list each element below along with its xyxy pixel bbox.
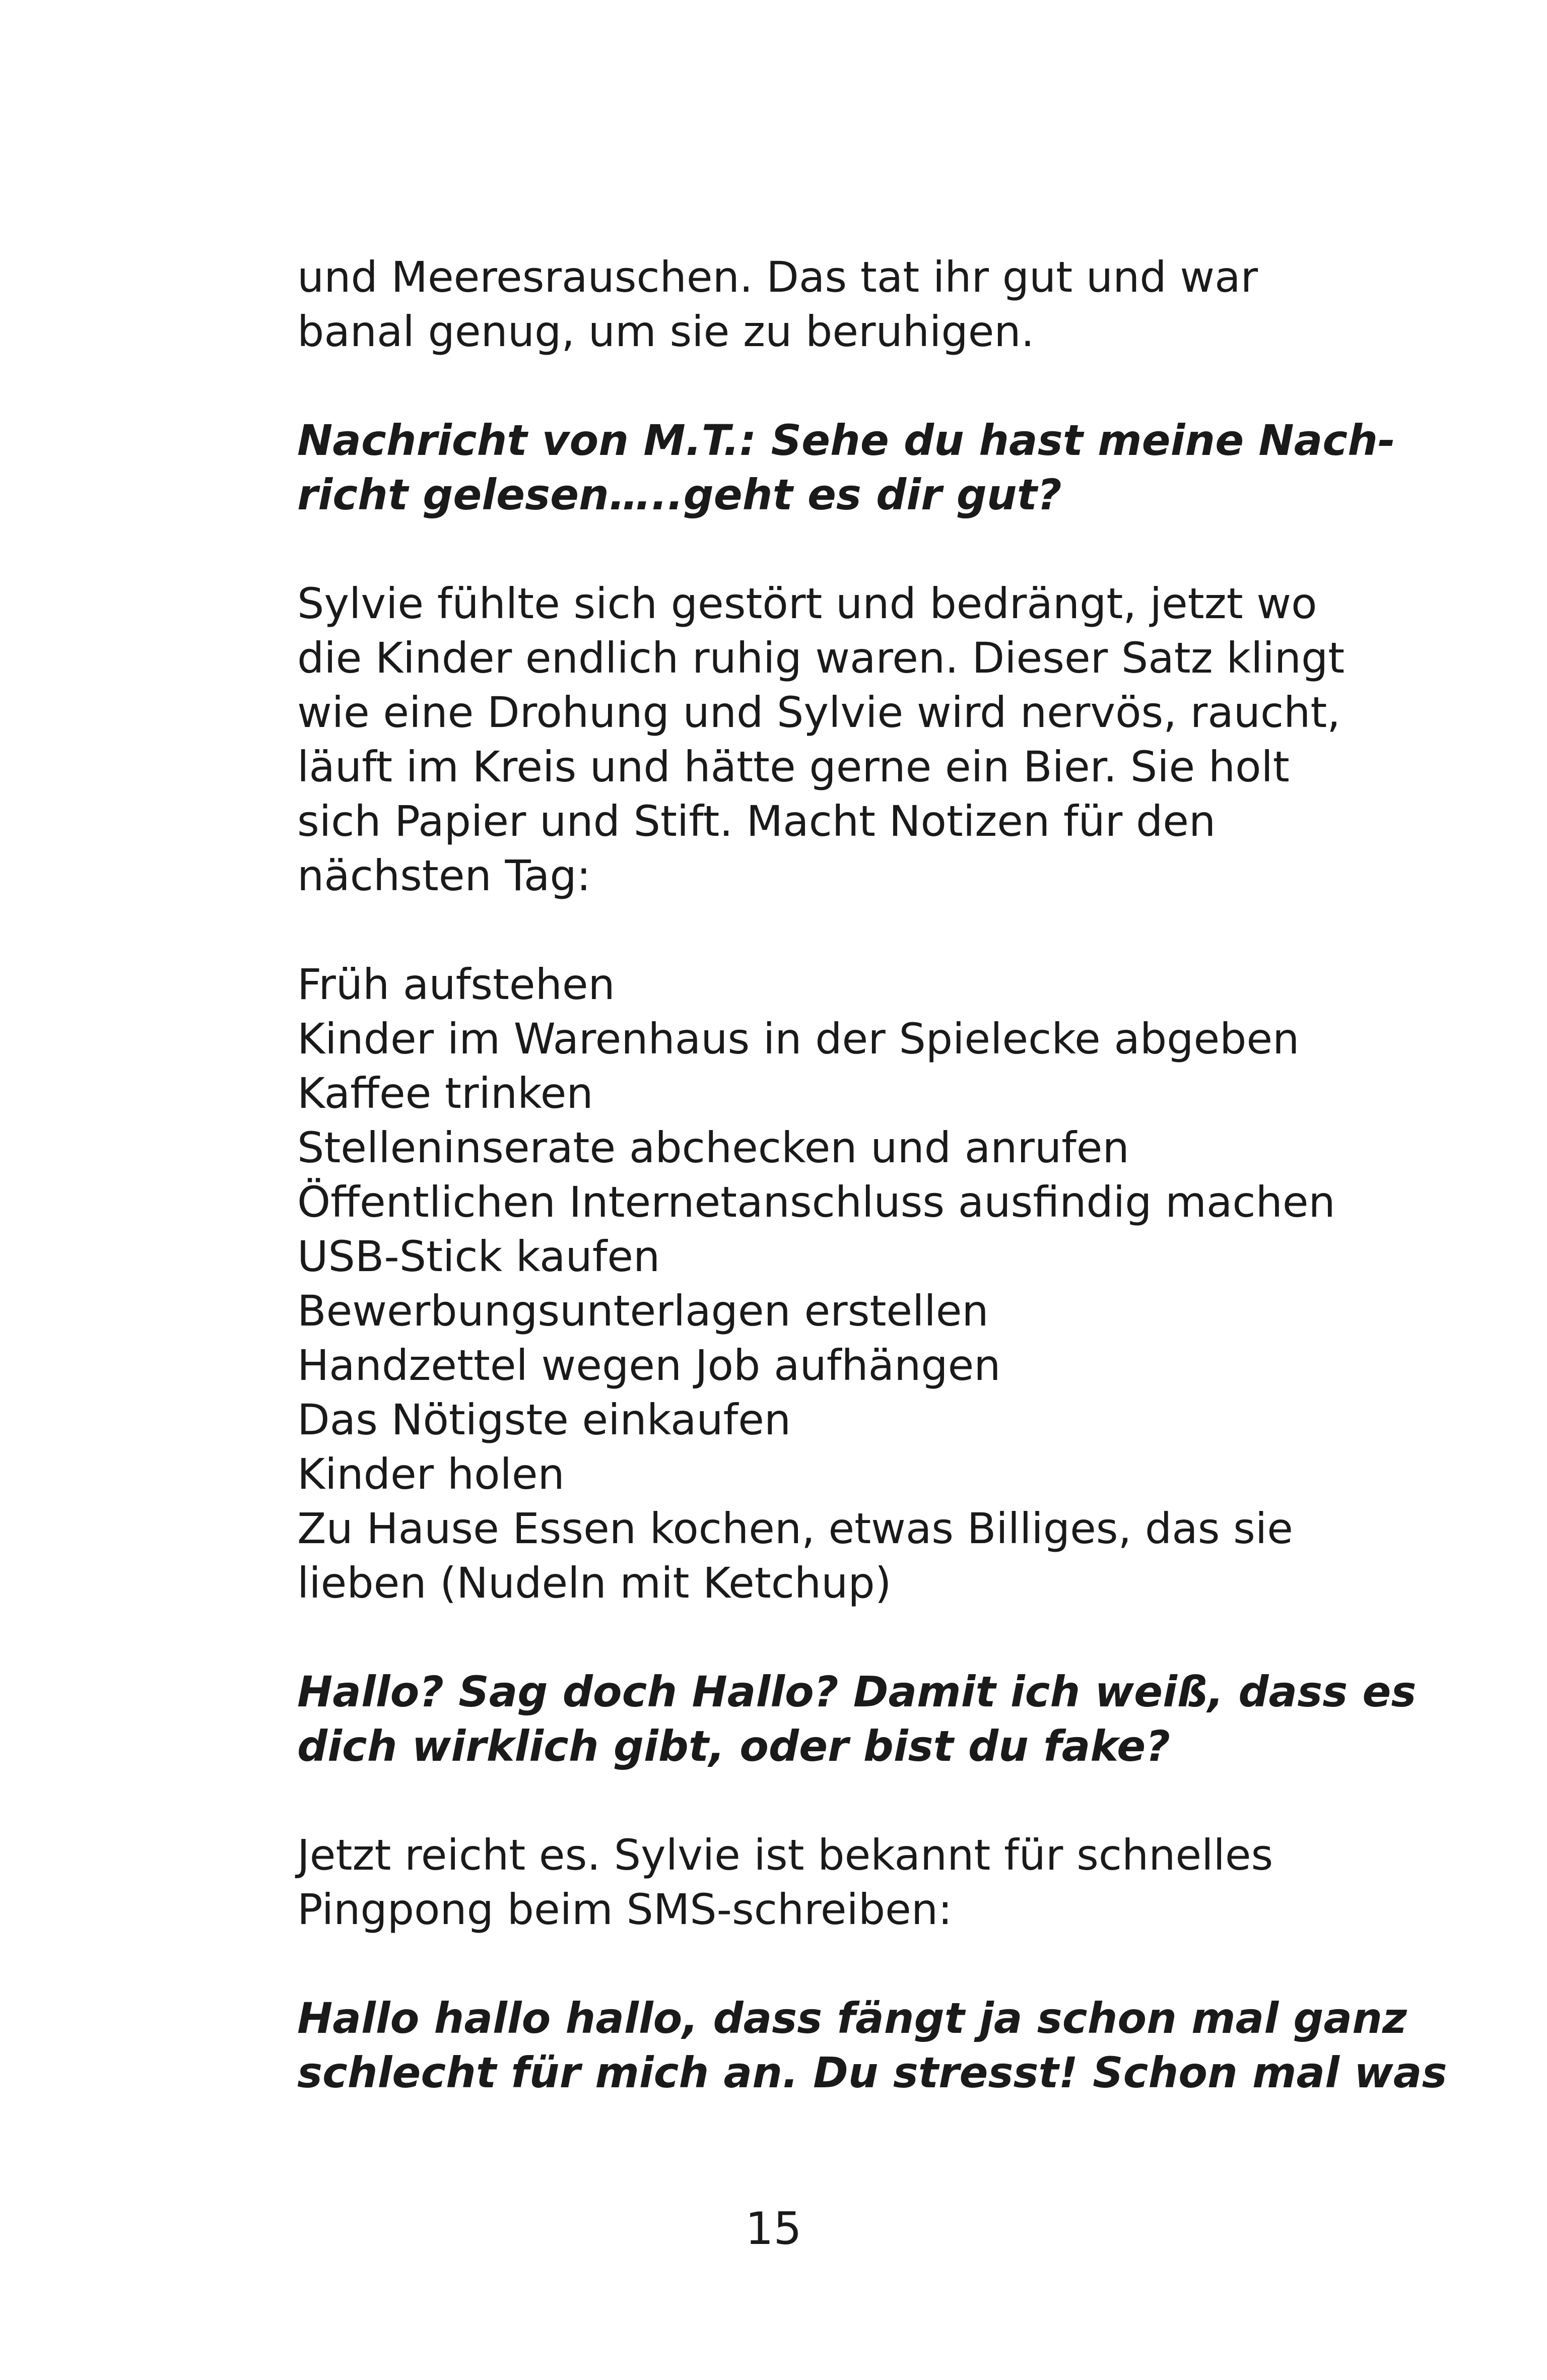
message-line: Hallo? Sag doch Hallo? Damit ich weiß, dass es <box>297 1667 1417 1716</box>
message-line: schlecht für mich an. Du stresst! Schon mal was <box>297 2048 1447 2097</box>
paragraph-gap <box>297 1937 1305 1991</box>
paragraph-gap <box>297 359 1305 413</box>
paragraph <box>297 250 1305 359</box>
todo-item: Zu Hause Essen kochen, etwas Billiges, das sie <box>297 1504 1293 1553</box>
paragraph-gap <box>297 1610 1305 1665</box>
text-line: sich Papier und Stift. Macht Notizen für den <box>297 797 1216 846</box>
todo-item: USB-Stick kaufen <box>297 1232 660 1281</box>
paragraph <box>297 1828 1305 1937</box>
todo-item: Stelleninserate abchecken und anrufen <box>297 1123 1129 1172</box>
text-line: nächsten Tag: <box>297 851 591 900</box>
paragraph-gap <box>297 903 1305 957</box>
todo-item: Kinder holen <box>297 1449 565 1499</box>
todo-item: Öffentlichen Internetanschluss ausfindig machen <box>297 1177 1335 1227</box>
text-line: läuft im Kreis und hätte gerne ein Bier. Sie holt <box>297 742 1290 791</box>
todo-item: Bewerbungsunterlagen erstellen <box>297 1286 989 1336</box>
todo-item: Kaffee trinken <box>297 1069 593 1118</box>
message-paragraph <box>297 1665 1417 1773</box>
todo-item: Handzettel wegen Job aufhängen <box>297 1341 1001 1390</box>
todo-item: lieben (Nudeln mit Ketchup) <box>297 1558 892 1608</box>
message-paragraph <box>297 413 1395 522</box>
text-line: und Meeresrauschen. Das tat ihr gut und war <box>297 252 1258 302</box>
message-paragraph <box>297 1991 1447 2100</box>
todo-item: Das Nötigste einkaufen <box>297 1395 791 1444</box>
message-line: richt gelesen…..geht es dir gut? <box>297 470 1062 519</box>
message-line: Hallo hallo hallo, dass fängt ja schon mal ganz <box>297 1994 1407 2043</box>
text-line: die Kinder endlich ruhig waren. Dieser Satz klingt <box>297 633 1345 683</box>
text-line: Pingpong beim SMS-schreiben: <box>297 1885 953 1934</box>
text-line: Jetzt reicht es. Sylvie ist bekannt für schnelles <box>297 1830 1273 1880</box>
paragraph-gap <box>297 1773 1305 1828</box>
text-line: wie eine Drohung und Sylvie wird nervös, raucht, <box>297 688 1341 737</box>
todo-item: Kinder im Warenhaus in der Spielecke abgeben <box>297 1014 1300 1064</box>
text-line: banal genug, um sie zu beruhigen. <box>297 307 1035 356</box>
paragraph <box>297 576 1345 903</box>
page-number: 15 <box>745 2203 802 2255</box>
text-line: Sylvie fühlte sich gestört und bedrängt, jetzt wo <box>297 579 1317 628</box>
message-line: dich wirklich gibt, oder bist du fake? <box>297 1722 1170 1771</box>
message-line: Nachricht von M.T.: Sehe du hast meine Nach- <box>297 416 1395 465</box>
todo-item: Früh aufstehen <box>297 960 615 1009</box>
todo-list <box>297 957 1335 1610</box>
body-text <box>297 250 1447 2100</box>
paragraph-gap <box>297 522 1305 576</box>
